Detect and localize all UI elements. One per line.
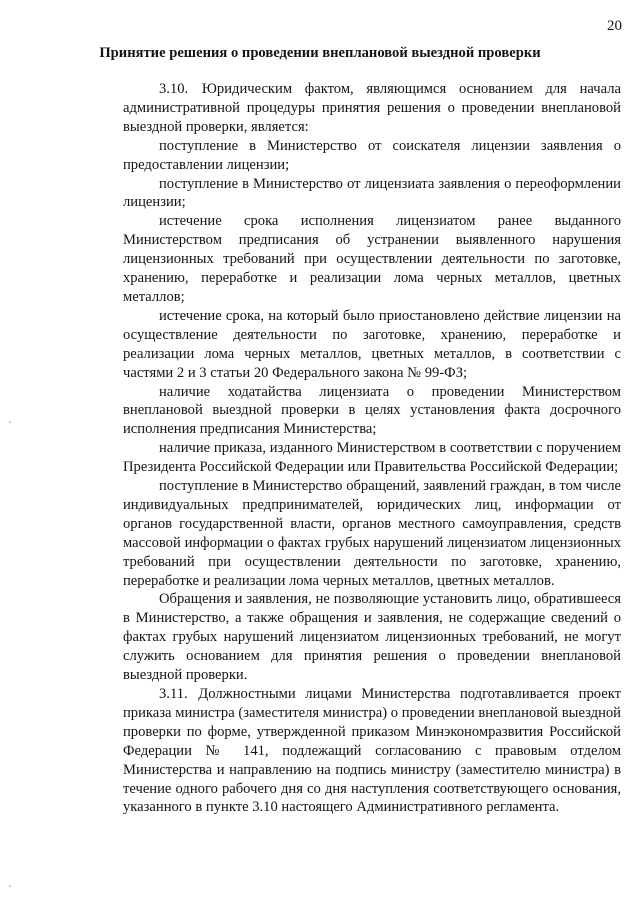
paragraph-text: поступление в Министерство от лицензиата заявления о переоформлении лицензии; xyxy=(123,175,621,211)
paragraph-text: Обращения и заявления, не позволяющие установить лицо, обратившееся в Министерство, а также обращения и заявления, не содержащие сведений о фактах грубых нарушений лицензиатом лицензионных требований, не могут служить основанием для принятия решения о проведении внеплановой выездной проверки. xyxy=(123,591,621,684)
page-number: 20 xyxy=(607,18,622,34)
paragraph-item xyxy=(123,137,621,175)
paragraph-text: истечение срока исполнения лицензиатом ранее выданного Министерством предписания об устранении выявленного нарушения лицензионных требований при осуществлении деятельности по заготовке, хранению, переработке и реализации лома черных металлов, цветных металлов; xyxy=(123,213,621,305)
paragraph-item xyxy=(123,175,621,213)
paragraph-item xyxy=(123,439,621,477)
paragraph-text: поступление в Министерство от соискателя лицензии заявления о предоставлении лицензии; xyxy=(123,137,621,173)
document-body xyxy=(123,80,621,817)
section-heading: Принятие решения о проведении внеплановой выездной проверки xyxy=(99,45,541,61)
paragraph-item xyxy=(123,307,621,383)
paragraph-text: наличие приказа, изданного Министерством в соответствии с поручением Президента Российской Федерации или Правительства Российской Федерации; xyxy=(123,440,621,476)
paragraph-number: 3.10. xyxy=(159,81,189,97)
paragraph-item xyxy=(123,212,621,307)
paragraph-text: Юридическим фактом, являющимся основанием для начала административной процедуры принятия решения о проведении внеплановой выездной проверки, является: xyxy=(123,81,621,135)
scan-specks xyxy=(8,420,12,890)
paragraph-item xyxy=(123,477,621,590)
paragraph-item xyxy=(123,383,621,440)
paragraph-number: 3.11. xyxy=(159,686,188,702)
paragraph-item xyxy=(123,590,621,685)
paragraph-3-11 xyxy=(123,685,621,817)
paragraph-text: поступление в Министерство обращений, заявлений граждан, в том числе индивидуальных предпринимателей, юридических лиц, информации от органов государственной власти, органов местного самоуправления, средств массовой информации о фактах грубых нарушений лицензиатом лицензионных требований при осуществлении деятельности по заготовке, хранению, переработке и реализации лома черных металлов, цветных металлов. xyxy=(123,478,621,589)
paragraph-text: наличие ходатайства лицензиата о проведении Министерством внеплановой выездной проверки в целях установления факта досрочного исполнения предписания Министерства; xyxy=(123,383,621,438)
paragraph-text: Должностными лицами Министерства подготавливается проект приказа министра (заместителя министра) о проведении внеплановой выездной проверки по форме, утвержденной приказом Минэкономразвития Российской Федерации № 141, подлежащий согласованию с правовым отделом Министерства и направлению на подпись министру (заместителю министра) в течение одного рабочего дня со дня наступления соответствующего основания, указанного в пункте 3.10 настоящего Административного регламента. xyxy=(123,686,621,816)
paragraph-3-10 xyxy=(123,80,621,137)
paragraph-text: истечение срока, на который было приостановлено действие лицензии на осуществление деятельности по заготовке, хранению, переработке и реализации лома черных металлов, цветных металлов, в соответствии с частями 2 и 3 статьи 20 Федерального закона № 99-ФЗ; xyxy=(123,307,621,381)
